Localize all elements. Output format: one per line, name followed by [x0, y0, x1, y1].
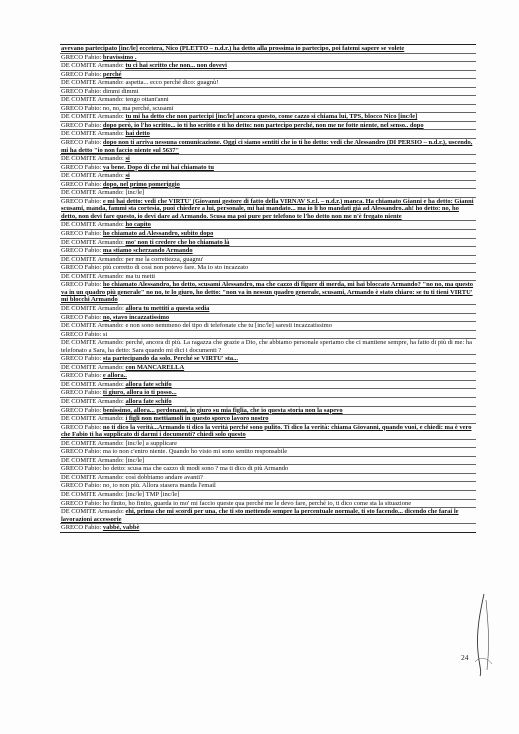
transcript-row: [60, 122, 476, 131]
transcript-row: [60, 172, 476, 181]
transcript-row: [60, 457, 476, 466]
transcript-row: [60, 331, 476, 340]
speaker-label: GRECO Fabio:: [61, 330, 103, 338]
utterance-text: ho capito: [125, 221, 151, 229]
utterance-text: ma io non c'entro niente. Quando ho visto mi sono sentito responsabile: [102, 448, 288, 456]
utterance-text: ti giuro, allora io ti posso...: [102, 389, 177, 397]
speaker-label: DE COMITE Armando:: [61, 380, 126, 388]
transcript-row: [60, 88, 476, 97]
transcript-row: [60, 491, 476, 500]
transcript-table: [60, 44, 476, 533]
speaker-label: DE COMITE Armando:: [61, 363, 126, 371]
transcript-row: [60, 364, 476, 373]
speaker-label: GRECO Fabio:: [61, 264, 103, 272]
speaker-label: DE COMITE Armando:: [61, 322, 126, 330]
utterance-text: [inc/le]: [125, 189, 145, 197]
utterance-text: allora fate schifo: [125, 380, 172, 388]
speaker-label: DE COMITE Armando:: [61, 79, 126, 87]
transcript-row: [60, 355, 476, 364]
transcript-row: [60, 71, 476, 80]
transcript-row: [60, 524, 476, 532]
speaker-label: GRECO Fabio:: [61, 355, 103, 363]
utterance-text: ma tu metti: [125, 272, 156, 280]
utterance-text: perché: [102, 70, 122, 78]
utterance-text: i figli non mettiamoli in questo sporco lavoro nostro: [125, 415, 269, 423]
utterance-text: si: [125, 155, 130, 163]
transcript-row: [60, 155, 476, 164]
transcript-row: [60, 389, 476, 398]
utterance-text: ho detto: scusa ma che cazzo di modi sono ? ma ti dico di più Armando: [102, 465, 289, 473]
speaker-label: GRECO Fabio:: [61, 247, 103, 255]
transcript-row: [60, 339, 476, 355]
speaker-label: DE COMITE Armando:: [61, 473, 126, 481]
transcript-row: [60, 314, 476, 323]
utterance-text: per me la correttezza, guagnu': [125, 255, 204, 263]
speaker-label: DE COMITE Armando:: [61, 439, 126, 447]
speaker-label: GRECO Fabio:: [61, 389, 103, 397]
transcript-row: [60, 256, 476, 265]
speaker-label: GRECO Fabio:: [61, 406, 103, 414]
speaker-label: GRECO Fabio:: [61, 448, 103, 456]
utterance-text: [inc/le] TMP [inc/le]: [125, 490, 180, 498]
utterance-text: tu ci hai scritto che non... non dovevi: [125, 62, 227, 70]
utterance-text: bravissimo .: [102, 53, 137, 61]
utterance-text: allora tu mettiti a questa sedia: [125, 304, 210, 312]
utterance-text: si: [102, 330, 108, 338]
transcript-row: [60, 508, 476, 524]
transcript-row: [60, 79, 476, 88]
utterance-text: no, stavo incazzatissimo: [102, 313, 170, 321]
utterance-text: [inc/le] a supplicare: [125, 439, 178, 447]
transcript-row: [60, 482, 476, 491]
transcript-row: [60, 500, 476, 509]
transcript-row: [60, 407, 476, 416]
utterance-text: ho chiamato ad Alessandro, subito dopo: [102, 230, 214, 238]
utterance-text: benissimo, allora... perdonami, io giuro su mia figlia, che io questa storia non la sapevo: [102, 406, 343, 414]
speaker-label: GRECO Fabio:: [61, 372, 103, 380]
utterance-text: sta partecipando da solo. Perché se VIRTU' sta...: [102, 355, 239, 363]
speaker-label: DE COMITE Armando:: [61, 96, 126, 104]
transcript-row: [60, 273, 476, 282]
transcript-row: [60, 198, 476, 222]
speaker-label: DE COMITE Armando:: [61, 189, 126, 197]
transcript-row: [60, 105, 476, 114]
transcript-row: [60, 305, 476, 314]
utterance-text: e allora..: [102, 372, 127, 380]
utterance-text: e mi hai detto: vedi che VIRTU' (Giovanni gestore di fatto della VIRNAV S.r.l. – n.d.r.) manca. Ha chiamato Gianni e ha detto: Gianni scusami, manda, fammi sta cortesia, puoi chiedere a lui, personale, mi hai mandato... ma io li ho mandati già ad Alessandro..ah! ho detto: no, ho detto, non devi fare questo, io devi dare ad Armando. Scusa ma poi pure per telefono te l'ho detto non me n'è fregato niente: [61, 197, 474, 220]
utterance-text: tengo ottant'anni: [125, 96, 169, 104]
speaker-label: DE COMITE Armando:: [61, 339, 126, 347]
speaker-label: GRECO Fabio:: [61, 163, 103, 171]
speaker-label: GRECO Fabio:: [61, 281, 103, 289]
utterance-text: con MANCARELLA: [125, 363, 185, 371]
transcript-row: [60, 189, 476, 198]
transcript-row: [60, 440, 476, 449]
utterance-text: allora fate schifo: [125, 397, 172, 405]
utterance-text: più corretto di così non potevo fare. Ma io sto incazzato: [102, 264, 249, 272]
speaker-label: DE COMITE Armando:: [61, 508, 126, 516]
utterance-text: va bene. Dopo di che mi hai chiamato tu: [102, 163, 214, 171]
transcript-row: [60, 62, 476, 71]
speaker-label: DE COMITE Armando:: [61, 272, 126, 280]
utterance-text: vabbè, vabbè: [102, 524, 140, 532]
speaker-label: DE COMITE Armando:: [61, 238, 126, 246]
utterance-text: tu mi ha detto che non partecipi [inc/le] ancora questo, come cazzo si chiama lui, TPS, blocco Nico [inc/le]: [125, 113, 418, 121]
transcript-row: [60, 465, 476, 474]
speaker-label: DE COMITE Armando:: [61, 304, 126, 312]
utterance-text: dopo, nel primo pomeriggio: [102, 180, 180, 188]
speaker-label: GRECO Fabio:: [61, 524, 103, 532]
utterance-text: no ti dico la verità...Armando ti dico la verità perché sono pulito. Ti dico la verità: chiama Giovanni, quando vuoi, e chiedi: ma è vero che Fabio ti ha supplicato di darmi i documenti? chiedi solo questo: [61, 423, 472, 439]
speaker-label: DE COMITE Armando:: [61, 172, 126, 180]
speaker-label: DE COMITE Armando:: [61, 397, 126, 405]
speaker-label: GRECO Fabio:: [61, 139, 103, 147]
speaker-label: GRECO Fabio:: [61, 230, 103, 238]
transcript-row: [60, 230, 476, 239]
transcript-row: [60, 424, 476, 440]
utterance-text: dimmi dimmi: [102, 87, 139, 95]
transcript-row: [60, 239, 476, 248]
transcript-row: [60, 474, 476, 483]
speaker-label: DE COMITE Armando:: [61, 456, 126, 464]
utterance-text: avevano partecipato [inc/le] eccetera, Nico (PLETTO – n.d.r.) ha detto alla prossima io partecipo, poi fatemi sapere se volete: [61, 45, 405, 52]
transcript-row: [60, 247, 476, 256]
utterance-text: ho finito, ho finito, guarda io mo' mi faccio queste qua perché me le devo fare, perché io, ti dico come sta la situazione: [102, 499, 412, 507]
speaker-label: GRECO Fabio:: [61, 53, 103, 61]
transcript-row: [60, 448, 476, 457]
transcript-row: [60, 381, 476, 390]
speaker-label: DE COMITE Armando:: [61, 221, 126, 229]
transcript-row: [60, 372, 476, 381]
speaker-label: GRECO Fabio:: [61, 499, 103, 507]
utterance-text: così dobbiamo andare avanti?: [125, 473, 203, 481]
transcript-row: [60, 45, 476, 54]
speaker-label: GRECO Fabio:: [61, 465, 103, 473]
utterance-text: ehi, prima che mi scordi per una, che ti sto mettendo sempre la percentuale normale, ti sto facendo... dicendo che farai le lavorazioni accessorie: [61, 508, 459, 523]
speaker-label: DE COMITE Armando:: [61, 62, 126, 70]
transcript-row: [60, 264, 476, 273]
utterance-text: no, io non più. Allora stasera manda l'email: [102, 482, 216, 490]
speaker-label: DE COMITE Armando:: [61, 155, 126, 163]
utterance-text: e non sono nemmeno del tipo di telefonate che tu [inc/le] saresti incazzatissimo: [125, 322, 332, 330]
transcript-row: [60, 181, 476, 190]
speaker-label: GRECO Fabio:: [61, 104, 103, 112]
speaker-label: GRECO Fabio:: [61, 87, 103, 95]
transcript-row: [60, 130, 476, 139]
speaker-label: DE COMITE Armando:: [61, 113, 126, 121]
utterance-text: aspetta... ecco perché dico: guagnù!: [125, 79, 219, 87]
speaker-label: DE COMITE Armando:: [61, 130, 126, 138]
speaker-label: GRECO Fabio:: [61, 423, 103, 431]
utterance-text: perché, ancora di più. La ragazza che grazie a Dio, che abbiamo personale speriamo che ci mantiene sempre, ha fatto di più di me: ha telefonato a Sara, ha detto: Sara quando mi dici i documenti ?: [61, 339, 472, 354]
handwritten-signature: [470, 592, 496, 678]
transcript-row: [60, 96, 476, 105]
speaker-label: GRECO Fabio:: [61, 121, 103, 129]
transcript-row: [60, 221, 476, 230]
speaker-label: GRECO Fabio:: [61, 313, 103, 321]
speaker-label: GRECO Fabio:: [61, 180, 103, 188]
utterance-text: ma stiamo scherzando Armando: [102, 247, 193, 255]
speaker-label: DE COMITE Armando:: [61, 490, 126, 498]
transcript-row: [60, 139, 476, 155]
utterance-text: si: [125, 172, 130, 180]
page-number: 24: [461, 653, 469, 662]
speaker-label: GRECO Fabio:: [61, 70, 103, 78]
transcript-row: [60, 415, 476, 424]
transcript-row: [60, 281, 476, 305]
transcript-row: [60, 54, 476, 63]
transcript-row: [60, 398, 476, 407]
speaker-label: GRECO Fabio:: [61, 482, 103, 490]
speaker-label: GRECO Fabio:: [61, 197, 103, 205]
utterance-text: no, no, ma perché, scusami: [102, 104, 174, 112]
speaker-label: DE COMITE Armando:: [61, 255, 126, 263]
utterance-text: mo' non ti credere che ho chiamato là: [125, 238, 230, 246]
utterance-text: dopo però, io l'ho scritto... io ti ho scritto e ti ho detto: non partecipo perché, non me ne fotte niente, nel senso.. dopo: [102, 121, 424, 129]
utterance-text: dopo non ti arriva nessuna comunicazione. Oggi ci siamo sentiti che io ti ho detto: vedi che Alessandro (DI PERSIO – n.d.r.), uscendo, mi ha detto "io non faccio niente sul 5637": [61, 139, 473, 154]
utterance-text: [inc/le]: [125, 456, 145, 464]
utterance-text: hai detto: [125, 130, 150, 138]
transcript-row: [60, 322, 476, 331]
transcript-row: [60, 164, 476, 173]
speaker-label: DE COMITE Armando:: [61, 415, 126, 423]
transcript-row: [60, 113, 476, 122]
utterance-text: ho chiamato Alessandro, ho detto, scusami Alessandro, ma che cazzo di figure di merda, mi hai bloccato Armando? "no no, ma questo va in un quadro più generale" no no, te lo giuro, ho detto: "non va in nessun quadro generale, scusami, Armando è stato chiaro: se tu ti tieni VIRTU' mi blocchi Armando: [61, 281, 474, 304]
